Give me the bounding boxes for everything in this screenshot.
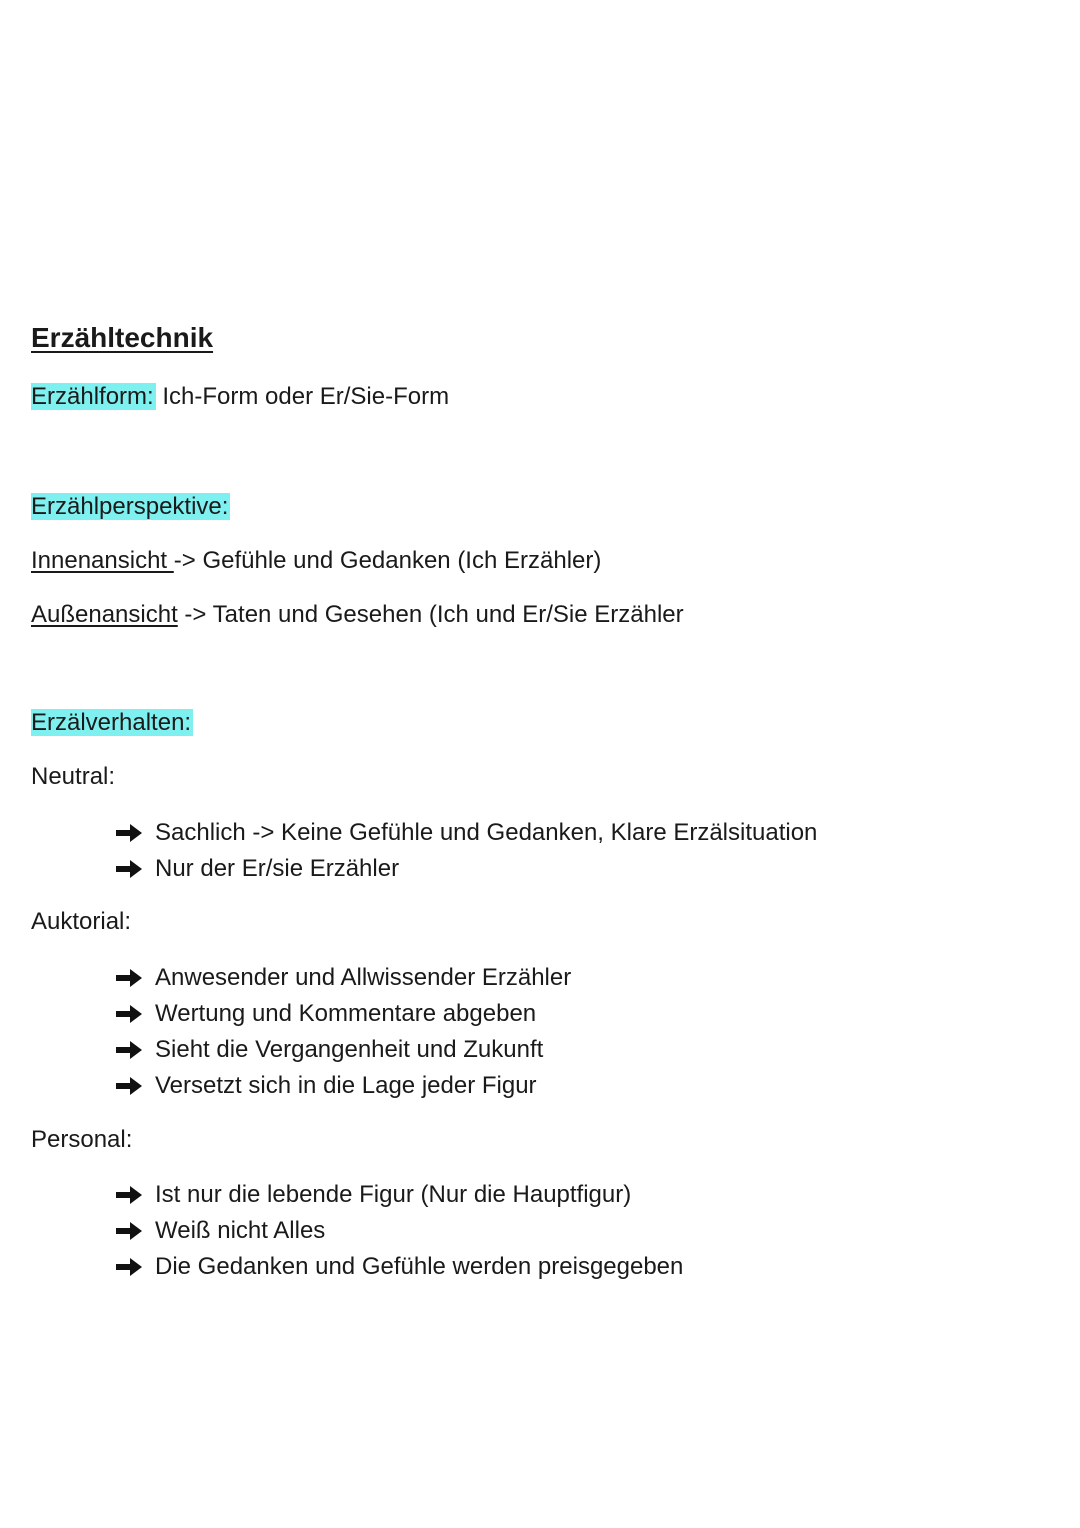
personal-label: Personal: <box>31 1126 133 1153</box>
arrow-right-icon <box>114 1219 144 1243</box>
list-item <box>114 1032 571 1068</box>
arrow-right-icon <box>114 821 144 845</box>
list-item-text: Wertung und Kommentare abgeben <box>155 1000 537 1027</box>
aussenansicht-term: Außenansicht <box>31 601 178 628</box>
erzaehlform-text: Ich-Form oder Er/Sie-Form <box>155 383 450 410</box>
arrow-right-icon <box>114 1074 144 1098</box>
aussenansicht-line <box>31 599 684 631</box>
arrow-right-icon <box>114 1002 144 1026</box>
verhalten-heading <box>31 707 193 739</box>
arrow-right-icon <box>114 1183 144 1207</box>
page-title: Erzähltechnik <box>31 322 214 353</box>
list-item <box>114 1249 683 1285</box>
list-item <box>114 815 817 851</box>
neutral-list <box>114 815 817 887</box>
list-item <box>114 1177 683 1213</box>
list-item <box>114 996 571 1032</box>
neutral-label: Neutral: <box>31 763 116 790</box>
list-item-text: Nur der Er/sie Erzähler <box>155 855 400 882</box>
list-item-text: Sachlich -> Keine Gefühle und Gedanken, Klare Erzälsituation <box>155 819 818 846</box>
arrow-right-icon <box>114 1255 144 1279</box>
erzaehlform-line <box>31 381 449 413</box>
auktorial-label: Auktorial: <box>31 908 132 935</box>
list-item-text: Sieht die Vergangenheit und Zukunft <box>155 1036 544 1063</box>
list-item-text: Versetzt sich in die Lage jeder Figur <box>155 1072 537 1099</box>
list-item <box>114 851 817 887</box>
innenansicht-term: Innenansicht <box>31 547 174 574</box>
perspektive-heading <box>31 491 230 523</box>
innenansicht-text: -> Gefühle und Gedanken (Ich Erzähler) <box>173 547 602 574</box>
arrow-right-icon <box>114 1038 144 1062</box>
list-item-text: Anwesender und Allwissender Erzähler <box>155 964 572 991</box>
aussenansicht-text: -> Taten und Gesehen (Ich und Er/Sie Erzähler <box>177 601 684 628</box>
innenansicht-line <box>31 545 601 577</box>
arrow-right-icon <box>114 966 144 990</box>
erzaehlform-label: Erzählform: <box>31 383 154 410</box>
list-item <box>114 1068 571 1104</box>
list-item-text: Die Gedanken und Gefühle werden preisgegeben <box>155 1253 684 1280</box>
list-item-text: Weiß nicht Alles <box>155 1217 326 1244</box>
perspektive-label: Erzählperspektive: <box>31 493 229 520</box>
list-item <box>114 960 571 996</box>
list-item <box>114 1213 683 1249</box>
personal-list <box>114 1177 683 1285</box>
auktorial-list <box>114 960 571 1104</box>
arrow-right-icon <box>114 857 144 881</box>
verhalten-label: Erzälverhalten: <box>31 709 192 736</box>
list-item-text: Ist nur die lebende Figur (Nur die Hauptfigur) <box>155 1181 632 1208</box>
